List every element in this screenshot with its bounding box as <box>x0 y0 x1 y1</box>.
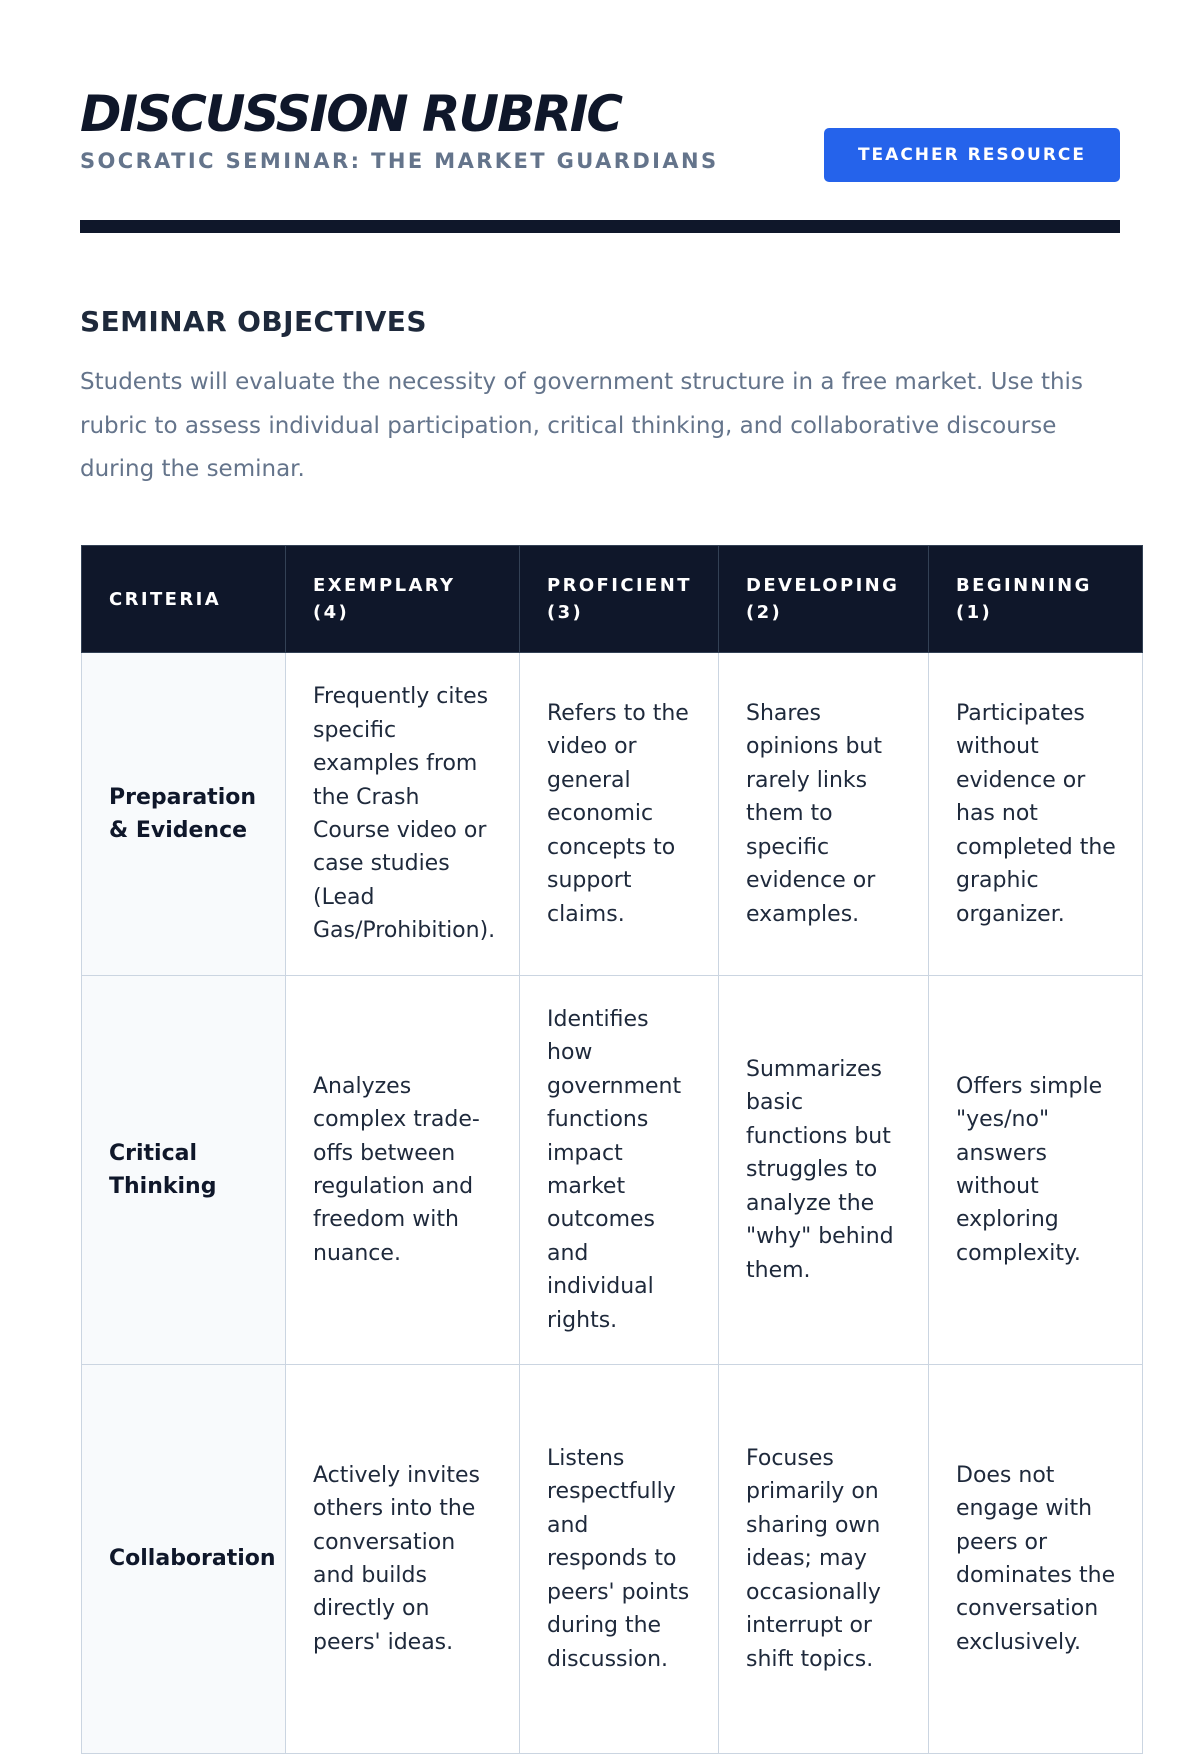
exemplary-cell: Analyzes complex trade-offs between regulation and freedom with nuance. <box>286 976 520 1365</box>
column-header-proficient: PROFICIENT (3) <box>520 546 719 653</box>
criteria-cell: Preparation & Evidence <box>82 653 286 976</box>
header-divider <box>80 220 1120 233</box>
proficient-cell: Identifies how government functions impact market outcomes and individual rights. <box>520 976 719 1365</box>
header-row <box>82 546 1143 653</box>
developing-cell: Shares opinions but rarely links them to specific evidence or examples. <box>719 653 929 976</box>
proficient-cell: Listens respectfully and responds to peers' points during the discussion. <box>520 1365 719 1754</box>
beginning-cell: Does not engage with peers or dominates the conversation exclusively. <box>929 1365 1143 1754</box>
criteria-cell: Collaboration <box>82 1365 286 1754</box>
rubric-table <box>81 545 1143 1754</box>
column-header-developing: DEVELOPING (2) <box>719 546 929 653</box>
criteria-cell: Critical Thinking <box>82 976 286 1365</box>
page-subtitle: SOCRATIC SEMINAR: THE MARKET GUARDIANS <box>80 149 719 173</box>
objectives-text: Students will evaluate the necessity of government structure in a free market. Use this rubric to assess individual participation, critical thinking, and collaborative discourse during the seminar. <box>80 369 1083 482</box>
beginning-cell: Participates without evidence or has not completed the graphic organizer. <box>929 653 1143 976</box>
table-row <box>82 653 1143 976</box>
proficient-cell: Refers to the video or general economic concepts to support claims. <box>520 653 719 976</box>
table-row <box>82 1365 1143 1754</box>
page-title: DISCUSSION RUBRIC <box>80 85 622 143</box>
beginning-cell: Offers simple "yes/no" answers without exploring complexity. <box>929 976 1143 1365</box>
rubric-header <box>82 546 1143 653</box>
page-header <box>80 82 1120 182</box>
column-header-beginning: BEGINNING (1) <box>929 546 1143 653</box>
teacher-resource-badge: TEACHER RESOURCE <box>824 128 1120 182</box>
exemplary-cell: Actively invites others into the conversation and builds directly on peers' ideas. <box>286 1365 520 1754</box>
exemplary-cell: Frequently cites specific examples from the Crash Course video or case studies (Lead Gas/Prohibition). <box>286 653 520 976</box>
table-row <box>82 976 1143 1365</box>
rubric-body <box>82 653 1143 1754</box>
column-header-criteria: CRITERIA <box>82 546 286 653</box>
column-header-exemplary: EXEMPLARY (4) <box>286 546 520 653</box>
developing-cell: Summarizes basic functions but struggles to analyze the "why" behind them. <box>719 976 929 1365</box>
developing-cell: Focuses primarily on sharing own ideas; may occasionally interrupt or shift topics. <box>719 1365 929 1754</box>
objectives-heading: SEMINAR OBJECTIVES <box>80 305 427 338</box>
